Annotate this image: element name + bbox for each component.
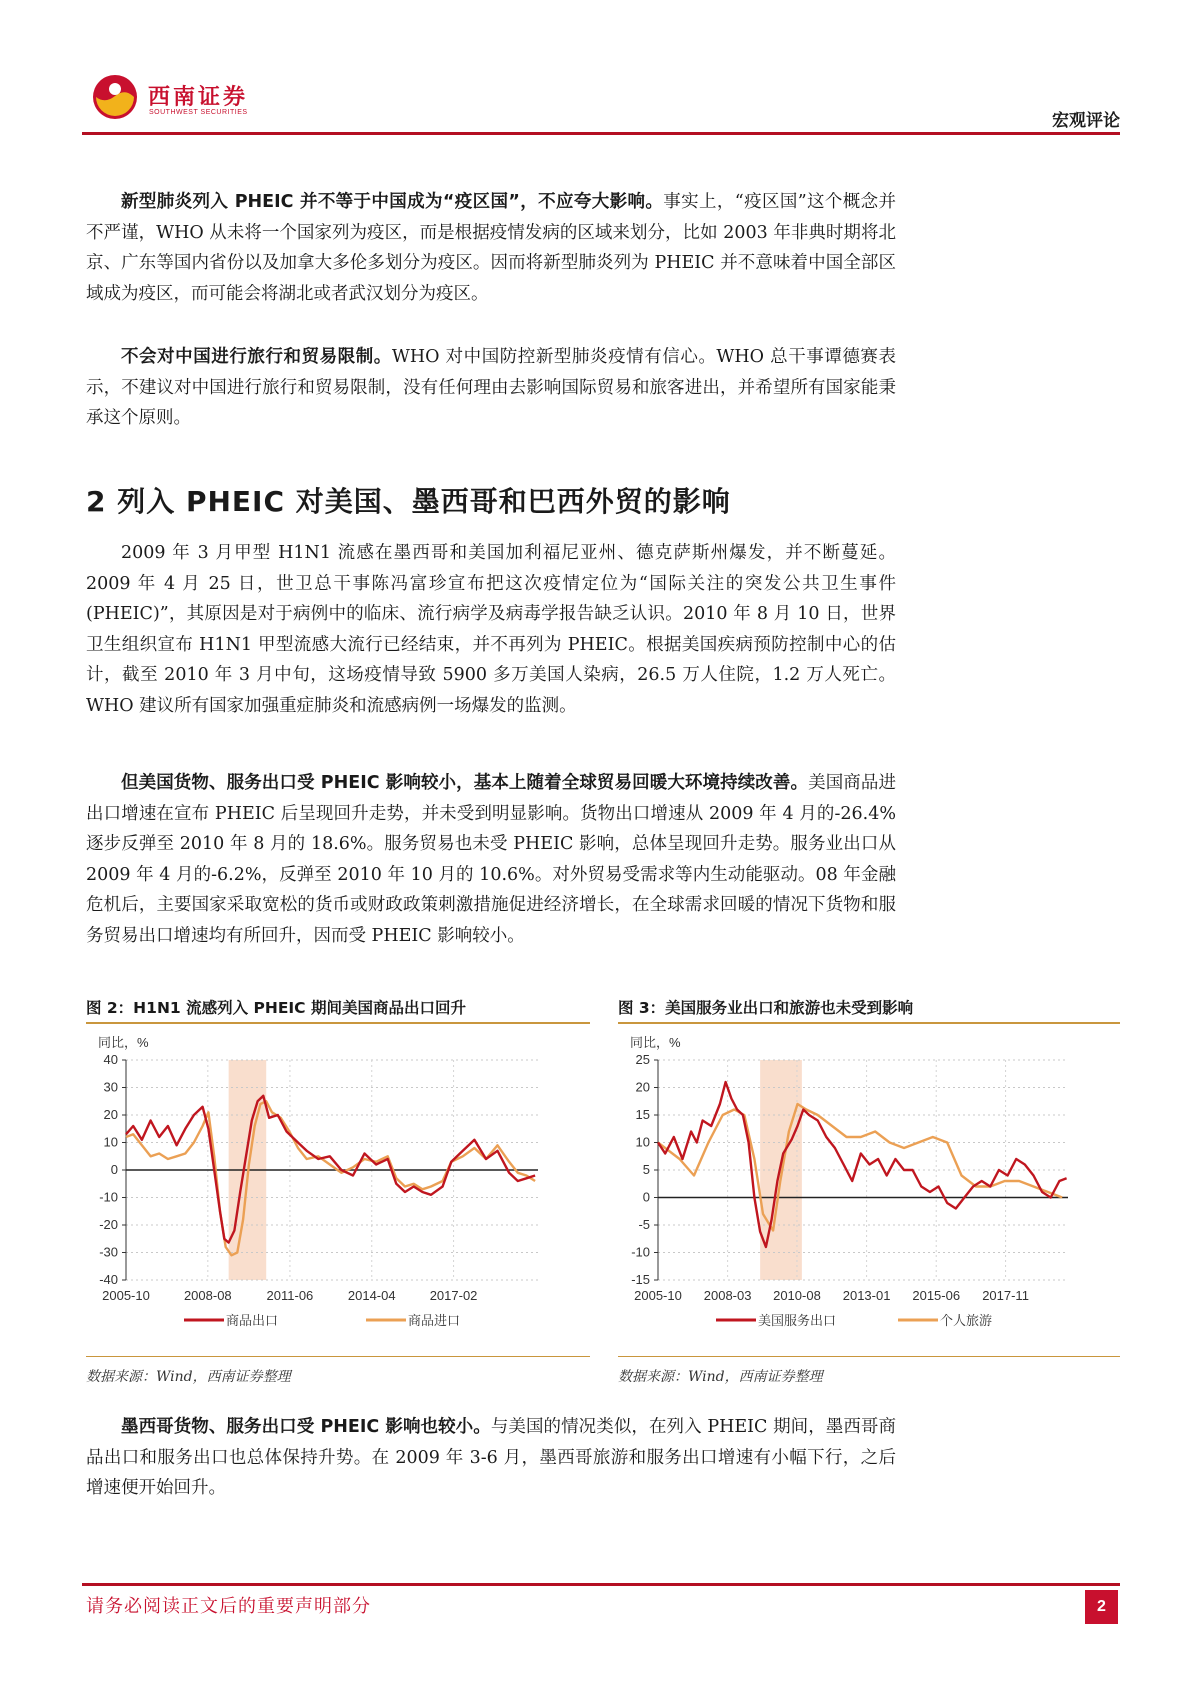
y-tick-label: 30: [103, 1079, 118, 1095]
paragraph-no-trade-restriction: [86, 342, 896, 434]
paragraph-body: 与美国的情况类似，在列入 PHEIC 期间，墨西哥商品出口和服务出口也总体保持升势。在 2009 年 3-6 月，墨西哥旅游和服务出口增速有小幅下行，之后增速便开始回升。: [86, 1417, 896, 1498]
section-heading: 2 列入 PHEIC 对美国、墨西哥和巴西外贸的影响: [86, 485, 731, 518]
x-tick-label: 2013-01: [842, 1288, 891, 1303]
figure-2-y-unit: 同比，%: [98, 1035, 149, 1050]
y-tick-label: -15: [631, 1272, 650, 1287]
paragraph-lead: 但美国货物、服务出口受 PHEIC 影响较小，基本上随着全球贸易回暖大环境持续改善。: [121, 773, 809, 793]
x-tick-label: 2008-08: [183, 1288, 232, 1303]
y-tick-label: -20: [99, 1217, 118, 1232]
x-tick-label: 2005-10: [102, 1288, 150, 1303]
figure-2-title: 图 2：H1N1 流感列入 PHEIC 期间美国商品出口回升: [86, 999, 466, 1017]
footer-disclaimer: 请务必阅读正文后的重要声明部分: [86, 1596, 371, 1617]
brand-logo-mark: [92, 74, 138, 120]
series-line-secondary: [658, 1104, 1062, 1231]
x-tick-label: 2017-11: [982, 1288, 1029, 1303]
header-divider: [82, 132, 1120, 135]
paragraph-body: 事实上，“疫区国”这个概念并不严谨，WHO 从未将一个国家列为疫区，而是根据疫情发病的区域来划分，比如 2003 年非典时期将北京、广东等国内省份以及加拿大多伦多划分为疫区。因而将新型肺炎列为 PHEIC 并不意味着中国全部区域成为疫区，而可能会将湖北或者武汉划分为疫区。: [86, 192, 896, 304]
legend-label: 个人旅游: [940, 1313, 993, 1328]
x-tick-label: 2017-02: [429, 1288, 478, 1303]
paragraph-lead: 新型肺炎列入 PHEIC 并不等于中国成为“疫区国”，不应夸大影响。: [121, 192, 664, 212]
x-tick-label: 2014-04: [347, 1288, 396, 1303]
y-tick-label: -5: [638, 1217, 650, 1232]
paragraph-lead: 墨西哥货物、服务出口受 PHEIC 影响也较小。: [121, 1417, 491, 1437]
x-tick-label: 2008-03: [703, 1288, 752, 1303]
y-tick-label: 5: [642, 1162, 650, 1177]
paragraph-body: 美国商品进出口增速在宣布 PHEIC 后呈现回升走势，并未受到明显影响。货物出口增速从 2009 年 4 月的-26.4%逐步反弹至 2010 年 8 月的 18.6%。服务贸易也未受 PHEIC 影响，总体呈现回升走势。服务业出口从 2009 年 4 月的-6.2%，反弹至 2010 年 10 月的 10.6%。对外贸易受需求等内生动能驱动。08 年金融危机后，主要国家采取宽松的货币或财政政策刺激措施促进经济增长，在全球需求回暖的情况下货物和服务贸易出口增速均有所回升，因而受 PHEIC 影响较小。: [86, 773, 897, 946]
brand-name-en: SOUTHWEST SECURITIES: [149, 109, 248, 116]
brand-name-cn: 西南证券: [148, 85, 249, 110]
y-tick-label: 0: [642, 1189, 650, 1205]
y-tick-label: 10: [103, 1134, 118, 1150]
y-tick-label: 25: [635, 1052, 650, 1067]
x-tick-label: 2011-06: [266, 1288, 314, 1303]
y-tick-label: 40: [103, 1052, 118, 1067]
x-tick-label: 2010-08: [773, 1288, 821, 1303]
y-tick-label: 20: [103, 1107, 118, 1122]
y-tick-label: 10: [635, 1134, 650, 1150]
paragraph-lead: 不会对中国进行旅行和贸易限制。: [121, 347, 392, 367]
footer-divider: [82, 1583, 1120, 1586]
figure-2-source: 数据来源：Wind，西南证券整理: [86, 1369, 291, 1385]
figure-2-bottom-rule: [86, 1356, 590, 1357]
legend-label: 商品进口: [408, 1313, 461, 1328]
figure-3-y-unit: 同比，%: [630, 1035, 681, 1050]
legend-label: 商品出口: [226, 1313, 279, 1328]
y-tick-label: -10: [99, 1189, 118, 1205]
y-tick-label: 15: [635, 1107, 650, 1122]
figure-2-top-rule: [86, 1022, 590, 1024]
y-tick-label: 20: [635, 1079, 650, 1095]
figure-3-source: 数据来源：Wind，西南证券整理: [618, 1369, 823, 1385]
report-type-label: 宏观评论: [1052, 111, 1120, 131]
paragraph-not-epidemic-country: [86, 187, 896, 309]
legend-label: 美国服务出口: [758, 1313, 837, 1328]
figure-2-chart: [86, 1052, 590, 1352]
figure-3-top-rule: [618, 1022, 1120, 1024]
paragraph-body: 2009 年 3 月甲型 H1N1 流感在墨西哥和美国加利福尼亚州、德克萨斯州爆发，并不断蔓延。2009 年 4 月 25 日，世卫总干事陈冯富珍宣布把这次疫情定位为“国际关注的突发公共卫生事件(PHEIC)”，其原因是对于病例中的临床、流行病学及病毒学报告缺乏认识。2010 年 8 月 10 日，世界卫生组织宣布 H1N1 甲型流感大流行已经结束，并不再列为 PHEIC。根据美国疾病预防控制中心的估计，截至 2010 年 3 月中旬，这场疫情导致 5900 多万美国人染病，26.5 万人住院，1.2 万人死亡。WHO 建议所有国家加强重症肺炎和流感病例一场爆发的监测。: [86, 543, 896, 716]
paragraph-body: WHO 对中国防控新型肺炎疫情有信心。WHO 总干事谭德赛表示，不建议对中国进行旅行和贸易限制，没有任何理由去影响国际贸易和旅客进出，并希望所有国家能秉承这个原则。: [86, 347, 896, 428]
page-number: 2: [1085, 1590, 1118, 1624]
y-tick-label: -30: [99, 1244, 118, 1260]
figure-3-bottom-rule: [618, 1356, 1120, 1357]
paragraph-mexico-exports: [86, 1412, 896, 1504]
paragraph-us-exports: [86, 768, 896, 951]
y-tick-label: 0: [110, 1162, 118, 1177]
y-tick-label: -40: [99, 1272, 118, 1287]
series-line-primary: [126, 1096, 535, 1243]
paragraph-h1n1-history: [86, 538, 896, 721]
x-tick-label: 2015-06: [912, 1288, 961, 1303]
y-tick-label: -10: [631, 1244, 650, 1260]
figure-3-title: 图 3：美国服务业出口和旅游也未受到影响: [618, 999, 914, 1017]
x-tick-label: 2005-10: [634, 1288, 682, 1303]
figure-3-chart: [618, 1052, 1120, 1352]
